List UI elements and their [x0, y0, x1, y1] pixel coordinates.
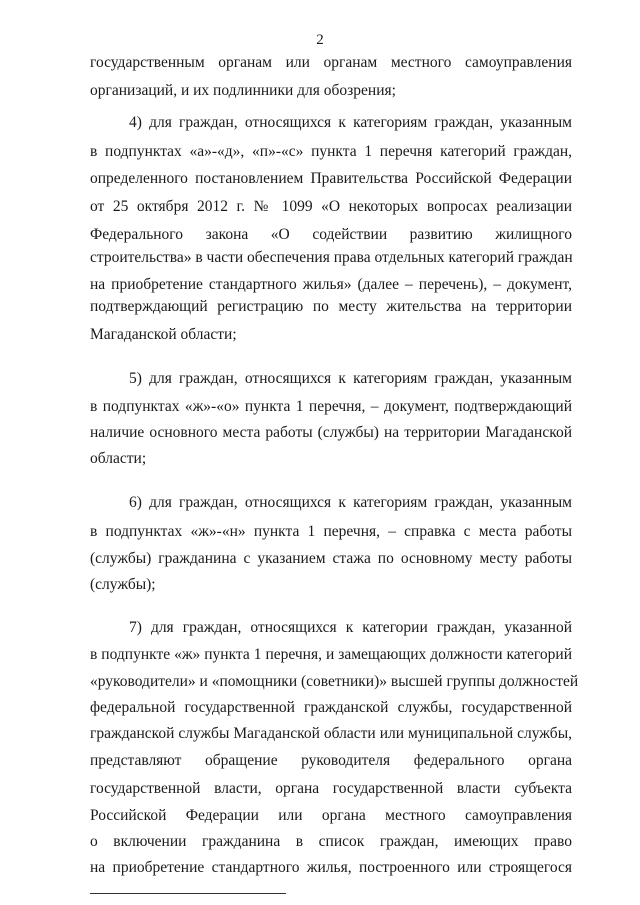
text-line: организаций, и их подлинники для обозрения;: [90, 82, 396, 99]
text-line: определенного постановлением Правительства Российской Федерации: [90, 170, 572, 187]
text-line: 7) для граждан, относящихся к категории граждан, указанной: [129, 619, 572, 636]
text-line: области;: [90, 450, 147, 467]
footer-divider: [90, 893, 286, 894]
text-line: в подпунктах «а»-«д», «п»-«с» пункта 1 перечня категорий граждан,: [90, 143, 572, 160]
text-line: федеральной государственной гражданской службы, государственной: [90, 699, 572, 716]
text-line: 4) для граждан, относящихся к категориям граждан, указанным: [129, 114, 572, 131]
text-line: (службы) гражданина с указанием стажа по основному месту работы: [90, 550, 572, 567]
text-line: в подпунктах «ж»-«н» пункта 1 перечня, – справка с места работы: [90, 523, 572, 540]
text-line: государственным органам или органам местного самоуправления: [90, 54, 572, 71]
text-line: Федерального закона «О содействии развитию жилищного: [90, 226, 572, 243]
text-line: «руководители» и «помощники (советники)» высшей группы должностей: [90, 673, 579, 690]
text-line: (службы);: [90, 576, 156, 593]
text-line: от 25 октября 2012 г. № 1099 «О некоторых вопросах реализации: [90, 198, 572, 215]
text-line: 6) для граждан, относящихся к категориям граждан, указанным: [129, 494, 572, 511]
text-line: в подпунктах «ж»-«о» пункта 1 перечня, – документ, подтверждающий: [90, 398, 572, 415]
text-line: Магаданской области;: [90, 326, 237, 343]
text-line: гражданской службы Магаданской области или муниципальной службы,: [90, 725, 572, 742]
text-line: о включении гражданина в список граждан, имеющих право: [90, 833, 572, 850]
text-line: представляют обращение руководителя федерального органа: [90, 752, 572, 769]
page-number: 2: [316, 32, 324, 48]
text-line: подтверждающий регистрацию по месту жительства на территории: [90, 298, 572, 315]
text-line: строительства» в части обеспечения права отдельных категорий граждан: [90, 249, 573, 266]
text-line: государственной власти, органа государственной власти субъекта: [90, 780, 572, 797]
text-line: Российской Федерации или органа местного самоуправления: [90, 807, 572, 824]
text-line: наличие основного места работы (службы) на территории Магаданской: [90, 424, 572, 441]
text-line: в подпункте «ж» пункта 1 перечня, и замещающих должности категорий: [90, 646, 572, 663]
text-line: 5) для граждан, относящихся к категориям граждан, указанным: [129, 370, 572, 387]
text-line: на приобретение стандартного жилья» (далее – перечень), – документ,: [90, 276, 572, 293]
text-line: на приобретение стандартного жилья, построенного или строящегося: [90, 859, 572, 876]
